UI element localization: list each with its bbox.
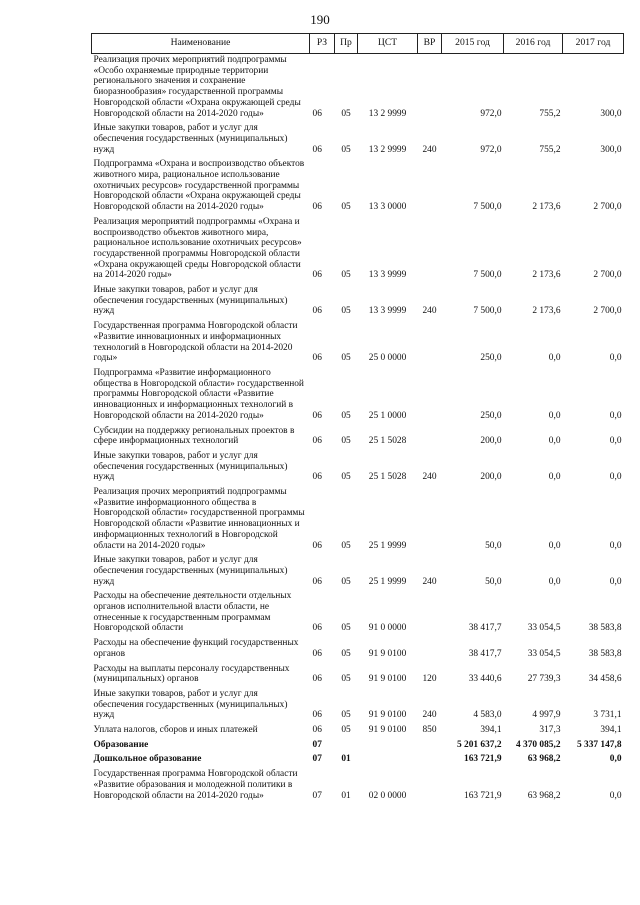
- row-vr: [418, 425, 442, 450]
- row-name: Расходы на выплаты персоналу государственных (муниципальных) органов: [93, 663, 290, 685]
- row-rz: 07: [312, 739, 322, 750]
- row-vr: [418, 216, 442, 284]
- row-rz: 06: [312, 270, 322, 281]
- row-cst: 91 9 0100: [368, 674, 407, 685]
- row-2017: 394,1: [600, 725, 622, 736]
- row-vr: 120: [422, 674, 437, 685]
- table-row: [92, 320, 624, 367]
- row-name: Реализация прочих мероприятий подпрограммы «Развитие информационного общества в Новгородской области» государственной программы Новгородской области «Развитие инновационных и информационных технологий в Новгородской области на 2014-2020 годы»: [93, 487, 305, 551]
- row-vr: [418, 158, 442, 216]
- row-pr: 05: [341, 540, 351, 551]
- row-cst: 25 1 9999: [368, 540, 407, 551]
- table-row: [92, 122, 624, 158]
- row-vr: [418, 54, 442, 123]
- row-cst: 25 1 0000: [368, 410, 407, 421]
- row-cst: [358, 739, 418, 754]
- row-vr: [418, 637, 442, 662]
- table-row: [92, 425, 624, 450]
- row-2015: 200,0: [480, 472, 502, 483]
- header-2017: 2017 год: [563, 34, 624, 54]
- row-2015: 250,0: [480, 410, 502, 421]
- table-row: [92, 753, 624, 768]
- table-row: [92, 54, 624, 123]
- row-2015: 163 721,9: [464, 790, 502, 801]
- row-2015: 200,0: [480, 436, 502, 447]
- row-rz: 06: [312, 576, 322, 587]
- row-2016: 2 173,6: [532, 202, 561, 213]
- row-pr: 05: [341, 674, 351, 685]
- row-2017: 0,0: [609, 410, 622, 421]
- row-2017: 0,0: [609, 754, 622, 765]
- row-pr: 05: [341, 472, 351, 483]
- row-2016: 755,2: [539, 108, 561, 119]
- row-rz: 06: [312, 725, 322, 736]
- row-2016: 0,0: [548, 540, 561, 551]
- row-pr: 01: [341, 754, 351, 765]
- row-name: Иные закупки товаров, работ и услуг для обеспечения государственных (муниципальных) нужд: [93, 285, 288, 317]
- row-cst: 91 9 0100: [368, 710, 407, 721]
- row-cst: 25 1 5028: [368, 472, 407, 483]
- row-pr: [335, 739, 358, 754]
- row-2015: 7 500,0: [473, 202, 502, 213]
- table-row: [92, 724, 624, 739]
- row-2016: 755,2: [539, 144, 561, 155]
- row-pr: 05: [341, 108, 351, 119]
- row-name: Иные закупки товаров, работ и услуг для обеспечения государственных (муниципальных) нужд: [93, 123, 288, 155]
- row-rz: 06: [312, 540, 322, 551]
- row-2016: 63 968,2: [527, 790, 561, 801]
- row-rz: 06: [312, 144, 322, 155]
- row-2016: 2 173,6: [532, 306, 561, 317]
- row-2016: 33 054,5: [527, 648, 561, 659]
- row-2016: 0,0: [548, 436, 561, 447]
- row-cst: 13 2 9999: [368, 108, 407, 119]
- row-rz: 07: [312, 790, 322, 801]
- row-2017: 0,0: [609, 472, 622, 483]
- row-2015: 7 500,0: [473, 306, 502, 317]
- table-row: [92, 284, 624, 320]
- row-rz: 06: [312, 202, 322, 213]
- row-cst: [358, 753, 418, 768]
- row-name: Подпрограмма «Развитие информационного общества в Новгородской области» государственной программы Новгородской области «Развитие инновационных и информационных технологий в Новгородской области на 2014-2020 годы»: [93, 367, 304, 421]
- header-cst: ЦСТ: [358, 34, 418, 54]
- row-2017: 3 731,1: [593, 710, 622, 721]
- row-pr: 05: [341, 436, 351, 447]
- header-2016: 2016 год: [504, 34, 563, 54]
- row-2015: 250,0: [480, 353, 502, 364]
- row-rz: 06: [312, 623, 322, 634]
- row-vr: 240: [422, 472, 437, 483]
- row-pr: 05: [341, 710, 351, 721]
- row-2017: 0,0: [609, 540, 622, 551]
- table-body: [92, 54, 624, 805]
- row-pr: 01: [341, 790, 351, 801]
- row-2016: 2 173,6: [532, 270, 561, 281]
- row-vr: [418, 320, 442, 367]
- table-row: [92, 590, 624, 637]
- row-2015: 33 440,6: [468, 674, 502, 685]
- row-name: Реализация мероприятий подпрограммы «Охрана и воспроизводство объектов животного мира, рациональное использование охотничьих ресурсов» государственной программы Новгородской области «Охрана окружающей среды Новгородской области на 2014-2020 годы»: [93, 216, 302, 281]
- row-2017: 0,0: [609, 790, 622, 801]
- row-vr: [418, 753, 442, 768]
- row-vr: 240: [422, 144, 437, 155]
- row-pr: 05: [341, 306, 351, 317]
- row-pr: 05: [341, 144, 351, 155]
- row-2015: 38 417,7: [468, 623, 502, 634]
- row-rz: 06: [312, 710, 322, 721]
- row-cst: 13 2 9999: [368, 144, 407, 155]
- header-pr: Пр: [335, 34, 358, 54]
- row-name: Иные закупки товаров, работ и услуг для обеспечения государственных (муниципальных) нужд: [93, 555, 288, 587]
- row-2016: 63 968,2: [527, 754, 561, 765]
- row-name: Расходы на обеспечение функций государственных органов: [93, 638, 299, 659]
- row-2017: 2 700,0: [593, 270, 622, 281]
- table-row: [92, 739, 624, 754]
- page-number: 190: [310, 12, 330, 27]
- row-cst: 25 1 5028: [368, 436, 407, 447]
- header-rz: РЗ: [310, 34, 335, 54]
- row-rz: 06: [312, 436, 322, 447]
- row-2016: 0,0: [548, 576, 561, 587]
- row-vr: [418, 367, 442, 425]
- row-name: Уплата налогов, сборов и иных платежей: [93, 725, 258, 736]
- row-2017: 0,0: [609, 436, 622, 447]
- header-2015: 2015 год: [442, 34, 504, 54]
- row-2015: 50,0: [485, 576, 502, 587]
- row-vr: [418, 768, 442, 804]
- row-2017: 0,0: [609, 576, 622, 587]
- row-2016: 0,0: [548, 472, 561, 483]
- row-cst: 91 9 0100: [368, 648, 407, 659]
- row-2017: 38 583,8: [588, 648, 622, 659]
- row-2015: 394,1: [480, 725, 502, 736]
- row-vr: 240: [422, 710, 437, 721]
- row-cst: 91 9 0100: [368, 725, 407, 736]
- row-rz: 06: [312, 108, 322, 119]
- row-2016: 4 370 085,2: [515, 739, 561, 750]
- table-header-row: [92, 34, 624, 54]
- row-vr: [418, 739, 442, 754]
- row-pr: 05: [341, 410, 351, 421]
- table-row: [92, 367, 624, 425]
- row-rz: 06: [312, 306, 322, 317]
- row-cst: 25 1 9999: [368, 576, 407, 587]
- row-pr: 05: [341, 576, 351, 587]
- row-cst: 91 0 0000: [368, 623, 407, 634]
- row-name: Иные закупки товаров, работ и услуг для обеспечения государственных (муниципальных) нужд: [93, 450, 288, 483]
- row-pr: 05: [341, 353, 351, 364]
- row-2017: 0,0: [609, 353, 622, 364]
- row-2017: 300,0: [600, 144, 622, 155]
- row-2015: 4 583,0: [473, 710, 502, 721]
- row-name: Дошкольное образование: [93, 754, 202, 765]
- row-2017: 2 700,0: [593, 202, 622, 213]
- row-pr: 05: [341, 623, 351, 634]
- row-2015: 972,0: [480, 144, 502, 155]
- row-vr: 850: [422, 725, 437, 736]
- row-name: Расходы на обеспечение деятельности отдельных органов исполнительной власти области, не отнесенные к государственным программам Новгородской области: [93, 591, 292, 634]
- row-pr: 05: [341, 202, 351, 213]
- row-2016: 4 997,9: [532, 710, 561, 721]
- row-pr: 05: [341, 648, 351, 659]
- row-name: Государственная программа Новгородской области «Развитие инновационных и информационных технологий в Новгородской области на 2014-2020 годы»: [93, 321, 298, 364]
- row-name: Иные закупки товаров, работ и услуг для обеспечения государственных (муниципальных) нужд: [93, 688, 288, 721]
- row-cst: 13 3 0000: [368, 202, 407, 213]
- row-cst: 13 3 9999: [368, 270, 407, 281]
- row-2016: 0,0: [548, 353, 561, 364]
- row-name: Образование: [93, 739, 149, 750]
- row-2016: 0,0: [548, 410, 561, 421]
- table-row: [92, 216, 624, 284]
- table-row: [92, 554, 624, 590]
- row-name: Субсидии на поддержку региональных проектов в сфере информационных технологий: [93, 425, 295, 447]
- table-row: [92, 768, 624, 804]
- row-2017: 34 458,6: [588, 674, 622, 685]
- row-2016: 317,3: [539, 725, 561, 736]
- row-name: Реализация прочих мероприятий подпрограммы «Особо охраняемые природные территории регионального значения и сохранение биоразнообразия» государственной программы Новгородской области «Охрана окружающей среды Новгородской области на 2014-2020 годы»: [93, 55, 301, 119]
- row-vr: 240: [422, 306, 437, 317]
- row-vr: 240: [422, 576, 437, 587]
- row-rz: 06: [312, 410, 322, 421]
- header-name: Наименование: [92, 34, 310, 54]
- row-2015: 163 721,9: [464, 754, 502, 765]
- table-row: [92, 637, 624, 662]
- row-name: Подпрограмма «Охрана и воспроизводство объектов животного мира, рациональное использование охотничьих ресурсов» государственной программы Новгородской области «Охрана окружающей среды Новгородской области на 2014-2020 годы»: [93, 159, 305, 213]
- row-vr: [418, 486, 442, 554]
- row-rz: 06: [312, 353, 322, 364]
- row-rz: 07: [312, 754, 322, 765]
- row-cst: 02 0 0000: [368, 790, 407, 801]
- row-2017: 2 700,0: [593, 306, 622, 317]
- row-2017: 300,0: [600, 108, 622, 119]
- row-rz: 06: [312, 674, 322, 685]
- table-row: [92, 663, 624, 688]
- row-2015: 972,0: [480, 108, 502, 119]
- table-row: [92, 450, 624, 486]
- table-row: [92, 158, 624, 216]
- row-rz: 06: [312, 648, 322, 659]
- row-2017: 38 583,8: [588, 623, 622, 634]
- row-cst: 13 3 9999: [368, 306, 407, 317]
- row-2015: 38 417,7: [468, 648, 502, 659]
- row-2016: 27 739,3: [527, 674, 561, 685]
- row-2015: 5 201 637,2: [456, 739, 502, 750]
- table-row: [92, 688, 624, 724]
- row-2017: 5 337 147,8: [576, 739, 622, 750]
- row-2016: 33 054,5: [527, 623, 561, 634]
- budget-table: [91, 33, 624, 804]
- row-2015: 7 500,0: [473, 270, 502, 281]
- row-pr: 05: [341, 725, 351, 736]
- row-name: Государственная программа Новгородской области «Развитие образования и молодежной политики в Новгородской области на 2014-2020 годы»: [93, 769, 298, 801]
- row-rz: 06: [312, 472, 322, 483]
- table-row: [92, 486, 624, 554]
- row-cst: 25 0 0000: [368, 353, 407, 364]
- header-vr: ВР: [418, 34, 442, 54]
- row-2015: 50,0: [485, 540, 502, 551]
- row-vr: [418, 590, 442, 637]
- row-pr: 05: [341, 270, 351, 281]
